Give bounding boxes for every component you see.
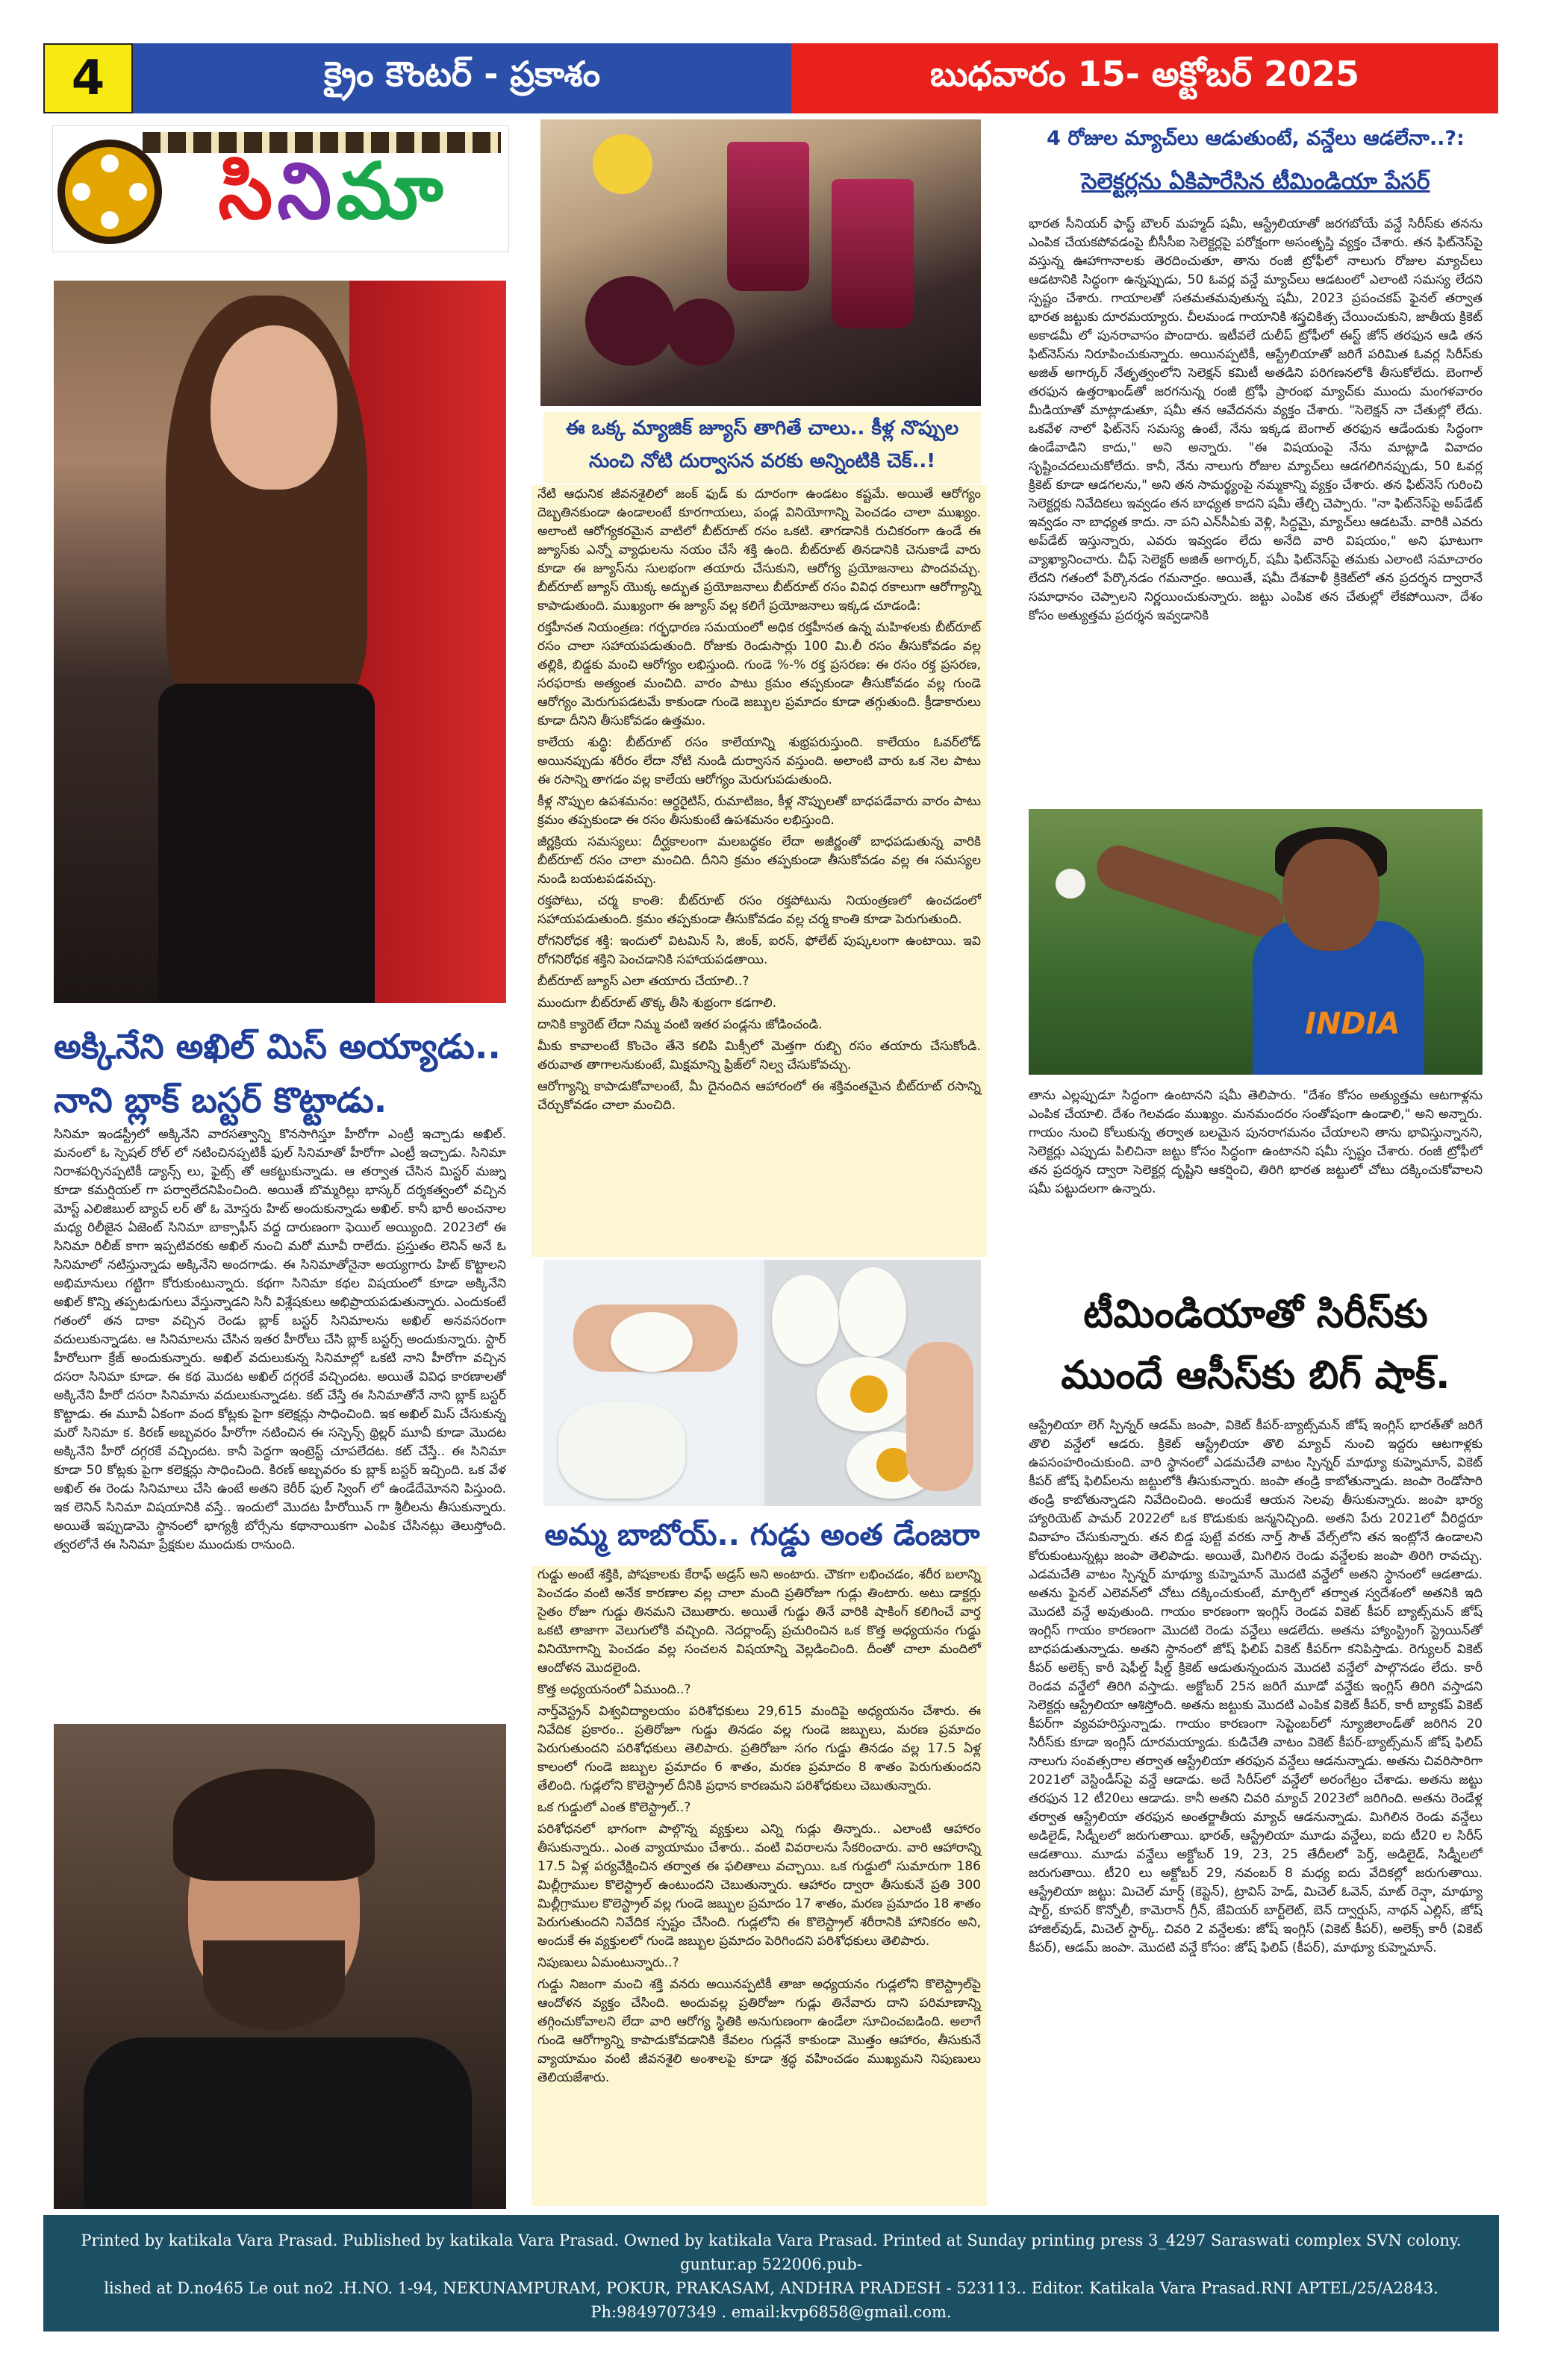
- beetroot-juice-photo: [540, 119, 981, 406]
- akhil-story: సినిమా ఇండస్ట్రీలో అక్కినేని వారసత్వాన్ని కొనసాగిస్తూ హీరోగా ఎంట్రీ ఇచ్చాడు అఖిల్. మనంలో ఓ స్పెషల్ రోల్ లో నటించినప్పటికీ ఫుల్ సినిమాతో హీరోగా ఎంట్రీ ఇచ్చాడు. సినిమా నిరాశపర్చినప్పటికీ డ్యాన్స్ లు, ఫైట్స్ తో ఆకట్టుకున్నాడు. ఆ తర్వాత చేసిన మిస్టర్ మజ్ను కూడా కమర్షియల్ గా పర్వాలేదనిపించింది. అయితే బొమ్మరిల్లు భాస్కర్ దర్శకత్వంలో వచ్చిన మోస్ట్ ఎలిజిబుల్ బ్యాచ్ లర్ తో ఓ మోస్తరు హిట్ అందుకున్నాడు అఖిల్. కానీ భారీ అంచనాల మధ్య రిలీజైన ఏజెంట్ సినిమా బాక్సాఫీస్ వద్ద దారుణంగా ఫెయిల్ అయ్యింది. 2023లో ఈ సినిమా రిలీజ్ కాగా ఇప్పటివరకు అఖిల్ నుంచి మరో మూవీ రాలేదు. ప్రస్తుతం లెనిన్ అనే ఓ సినిమాలో నటిస్తున్నాడు అక్కినేని అందగాడు. ఈ సినిమాతోనైనా అయ్యగారు హిట్ కొట్టాలని అభిమానులు గట్టిగా కోరుకుంటున్నారు. కథగా సినిమా కథల విషయంలో కూడా అక్కినేని అఖిల్ కొన్ని తప్పటడుగులు వేస్తున్నాడని సినీ విశ్లేషకులు అభిప్రాయపడుతున్నారు. ఎందుకంటే గతంలో తన దాకా వచ్చిన రెండు బ్లాక్ బస్టర్ సినిమాలను అఖిల్ అనవసరంగా వదులుకున్నాడట. ఆ సినిమాలను చేసిన ఇతర హీరోలు చేసి బ్లాక్ బస్టర్స్ అందుకున్నారు. స్టార్ హీరోలుగా క్రేజ్ అందుకున్నారు. అఖిల్ వదులుకున్న సినిమాల్లో ఒకటి నాని హీరోగా వచ్చిన దసరా సినిమా కూడా. ఈ కథ మొదట అఖిల్ దగ్గరకే వచ్చిందట. అయితే వివిధ కారణాలతో అక్కినేని హీరో దసరా సినిమాను వదులుకున్నాడట. కట్ చేస్తే ఈ సినిమాతోనే నాని బ్లాక్ బస్టర్ కొట్టాడు. ఈ మూవీ ఏకంగా వంద కోట్లకు పైగా కలెక్షన్లు సాధించింది. ఇక అఖిల్ మిస్ చేసుకున్న మరో సినిమా క. కిరణ్ అబ్బవరం హీరోగా నటించిన ఈ సస్పెన్స్ థ్రిల్లర్ మూవీ కూడా మొదట అక్కినేని హీరో దగ్గరకే వచ్చిందట. కానీ పెద్దగా ఇంట్రెస్ట్ చూపలేదట. కట్ చేస్తే.. ఈ సినిమా కూడా 50 కోట్లకు పైగా కలెక్షన్లు సాధించింది. కిరణ్ అబ్బవరం కు బ్లాక్ బస్టర్ ఇచ్చింది. ఒక వేళ అఖిల్ ఈ రెండు సినిమాలు చేసి ఉంటే అతని కెరీర్ ఫుల్ స్వింగ్ లో ఉండేదేమోనని పిస్తుంది. ఇక లెనిన్ సినిమా విషయానికి వస్తే.. ఇందులో మొదట హీరోయిన్ గా శ్రీలీలను తీసుకున్నారు. అయితే ఇప్పుడామె స్థానంలో భాగ్యశ్రీ బోర్సేను కథానాయికగా ఎంపిక చేసినట్లు తెలుస్తోంది. త్వరలోనే ఈ సినిమా ప్రేక్షకుల ముందుకు రానుంది.: [54, 1127, 506, 1552]
- shami-story-continued: తాను ఎల్లప్పుడూ సిద్ధంగా ఉంటానని షమీ తెలిపారు. "దేశం కోసం అత్యుత్తమ ఆటగాళ్లను ఎంపిక చేయాలి. దేశం గెలవడం ముఖ్యం. మనమందరం సంతోషంగా ఉండాలి," అని అన్నారు. గాయం నుంచి కోలుకున్న తర్వాత బలమైన పునరాగమనం చేయాలని తాను భావిస్తున్నానని, సెలెక్టర్లు ఎప్పుడు పిలిచినా జట్టు కోసం సిద్ధంగా ఉంటానని షమీ స్పష్టం చేశారు. రంజీ ట్రోఫీలో తన ప్రదర్శన ద్వారా సెలెక్టర్ల దృష్టిని ఆకర్షించి, తిరిగి భారత జట్టులో చోటు దక్కించుకోవాలని షమీ పట్టుదలగా ఉన్నారు.: [1029, 1088, 1483, 1196]
- juice-paragraph: రక్తపోటు, చర్మ కాంతి: బీట్‌రూట్ రసం రక్తపోటును నియంత్రణలో ఉంచడంలో సహాయపడుతుంది. క్రమం తప్పకుండా తీసుకోవడం వల్ల చర్మ కాంతి కూడా పెరుగుతుంది.: [537, 893, 981, 927]
- egg-headline: అమ్మ బాబోయ్.. గుడ్డు అంత డేంజరా: [544, 1518, 980, 1552]
- page-number: 4: [43, 43, 133, 113]
- cinema-section-logo: [52, 125, 509, 252]
- juice-paragraph: దానికి క్యారెట్ లేదా నిమ్మ వంటి ఇతర పండ్లను జోడించండి.: [537, 1017, 823, 1032]
- akhil-headline: అక్కినేని అఖిల్ మిస్ అయ్యాడు.. నాని బ్లాక్ బస్టర్ కొట్టాడు.: [54, 1026, 501, 1120]
- juice-paragraph: రక్తహీనత నియంత్రణ: గర్భధారణ సమయంలో అధిక రక్తహీనత ఉన్న మహిళలకు బీట్‌రూట్ రసం చాలా సహాయపడుతుంది. రోజుకు రెండుసార్లు 100 మి.లీ రసం తీసుకోవడం వల్ల తల్లికి, బిడ్డకు మంచి ఆరోగ్యం లభిస్తుంది. గుండె %-% రక్త ప్రసరణ: ఈ రసం రక్త ప్రసరణ, సరఫరాకు అత్యంత మంచిది. వారం పాటు క్రమం తప్పకుండా తీసుకోవడం వల్ల గుండె ఆరోగ్యం మెరుగుపడటమే కాకుండా గుండె జబ్బుల ప్రమాదం కూడా తగ్గుతుంది. క్రీడాకారులు కూడా దీనిని తీసుకోవడం ఉత్తమం.: [537, 620, 981, 728]
- egg-subheading: ఒక గుడ్డులో ఎంత కొలెస్ట్రాల్..?: [537, 1800, 691, 1815]
- shami-headline: 4 రోజుల మ్యాచ్‌లు ఆడుతుంటే, వన్డేలు ఆడలేనా..?:: [1047, 127, 1465, 150]
- juice-subheading: బీట్‌రూట్ జ్యూస్ ఎలా తయారు చేయాలి..?: [537, 974, 749, 989]
- cricketer-photo: [1029, 809, 1483, 1075]
- cinema-logo-text: సి ని మా: [218, 146, 448, 237]
- actor-photo: [54, 1724, 506, 2209]
- paper-title: క్రైం కౌంటర్ - ప్రకాశం: [133, 43, 791, 113]
- shami-story: భారత సీనియర్ ఫాస్ట్ బౌలర్ మహ్మద్ షమీ, ఆస్ట్రేలియాతో జరగబోయే వన్డే సిరీస్‌కు తనను ఎంపిక చేయకపోవడంపై బీసీసీఐ సెలెక్టర్లపై పరోక్షంగా అసంతృప్తి వ్యక్తం చేశారు. తన ఫిట్‌నెస్‌పై వస్తున్న ఊహాగానాలకు తెరదించుతూ, తాను రంజీ ట్రోఫీలో నాలుగు రోజుల మ్యాచ్‌లు ఆడటానికి సిద్ధంగా ఉన్నప్పుడు, 50 ఓవర్ల వన్డే మ్యాచ్‌లు ఆడటంలో ఎలాంటి సమస్య లేదని స్పష్టం చేశారు. గాయాలతో సతమతమవుతున్న షమీ, 2023 ప్రపంచకప్ ఫైనల్ తర్వాత భారత జట్టుకు దూరమయ్యారు. చీలమండ గాయానికి శస్త్రచికిత్స చేయించుకుని, జాతీయ క్రికెట్ అకాడమీ లో పునరావాసం పొందారు. ఇటీవలే దులీప్ ట్రోఫీలో ఈస్ట్ జోన్ తరఫున ఆడి తన ఫిట్‌నెస్‌ను నిరూపించుకున్నారు. అయినప్పటికీ, ఆస్ట్రేలియాతో జరిగే పరిమిత ఓవర్ల సిరీస్‌కు అజిత్ అగార్కర్ నేతృత్వంలోని సెలెక్షన్ కమిటీ అతడిని పరిగణనలోకి తీసుకోలేదు. బెంగాల్ తరఫున ఉత్తరాఖండ్‌తో జరగనున్న రంజీ ట్రోఫీ ప్రారంభ మ్యాచ్‌కు ముందు మంగళవారం మీడియాతో మాట్లాడుతూ, షమీ తన ఆవేదనను వ్యక్తం చేశారు. "సెలెక్షన్ నా చేతుల్లో లేదు. ఒకవేళ నాలో ఫిట్‌నెస్ సమస్య ఉంటే, నేను ఇక్కడ బెంగాల్ తరఫున ఆడేందుకు సిద్ధంగా ఉండేవాడిని కాదు," అని అన్నారు. "ఈ విషయంపై నేను మాట్లాడి వివాదం సృష్టించదలుచుకోలేదు. కానీ, నేను నాలుగు రోజుల మ్యాచ్‌లు ఆడగలిగినప్పుడు, 50 ఓవర్ల క్రికెట్ కూడా ఆడగలను," అని తన సామర్థ్యంపై నమ్మకాన్ని వ్యక్తం చేశారు. తన ఫిట్‌నెస్ గురించి సెలెక్టర్లకు నివేదికలు ఇవ్వడం తన బాధ్యత కాదని షమీ తేల్చి చెప్పారు. "నా ఫిట్‌నెస్‌పై అప్‌డేట్ ఇవ్వడం నా బాధ్యత కాదు. నా పని ఎన్‌సీఏకు వెళ్లి, సిద్ధమై, మ్యాచ్‌లు ఆడటమే. వారికి ఎవరు అప్‌డేట్ ఇస్తున్నారు, ఎవరు ఇవ్వడం లేదు అనేది వారి విషయం," అని ఘాటుగా వ్యాఖ్యానించారు. చీఫ్ సెలెక్టర్ అజిత్ అగార్కర్, షమీ ఫిట్‌నెస్‌పై తమకు ఎలాంటి సమాచారం లేదని గతంలో పేర్కొనడం గమనార్హం. అయితే, షమీ దేశవాళీ క్రికెట్‌లో తన ప్రదర్శన ద్వారానే సమాధానం చెప్పాలని నిర్ణయించుకున్నారు. జట్టు ఎంపిక తన చేతుల్లో లేకపోయినా, దేశం కోసం అత్యుత్తమ ప్రదర్శన ఇవ్వడానికి: [1029, 216, 1483, 623]
- imprint-line: Printed by katikala Vara Prasad. Published by katikala Vara Prasad. Owned by katikala Vara Prasad. Printed at Sunday printing press 3_4297 Saraswati complex SVN colony. guntur.ap 522006.pub-: [81, 2231, 1462, 2273]
- actress-photo: [54, 281, 506, 1003]
- egg-paragraph: గుడ్డు నిజంగా మంచి శక్తి వనరు అయినప్పటికీ తాజా అధ్యయనం గుడ్లలోని కొలెస్ట్రాల్‌పై ఆందోళన వ్యక్తం చేసింది. అందువల్ల ప్రతిరోజూ గుడ్లు తినేవారు దాని పరిమాణాన్ని తగ్గించుకోవాలని లేదా వారి ఆరోగ్య స్థితికి అనుగుణంగా ఉండేలా సూచించబడింది. అలాగే గుండె ఆరోగ్యాన్ని కాపాడుకోవడానికి కేవలం గుడ్లనే కాకుండా మొత్తం ఆహారం, తీసుకునే వ్యాయామం వంటి జీవనశైలి అంశాలపై కూడా శ్రద్ధ వహించడం ముఖ్యమని నిపుణులు తెలియజేశారు.: [537, 1977, 981, 2085]
- eggs-photo: [543, 1260, 981, 1506]
- imprint-contact: Ph:9849707349 . email:kvp6858@gmail.com.: [590, 2303, 952, 2321]
- egg-subheading: నిపుణులు ఏమంటున్నారు..?: [537, 1955, 679, 1970]
- juice-paragraph: మీకు కావాలంటే కొంచెం తేనె కలిపి మిక్సీలో మెత్తగా రుబ్బి రసం తయారు చేసుకోండి. తరువాత తాగాలనుకుంటే, మిక్షమాన్ని ఫ్రిజ్‌లో నిల్వ చేసుకోవచ్చు.: [537, 1039, 981, 1072]
- juice-paragraph: రోగనిరోధక శక్తి: ఇందులో విటమిన్ సి, జింక్, ఐరన్, ఫోలేట్ పుష్కలంగా ఉంటాయి. ఇవి రోగనిరోధక శక్తిని పెంచడానికి సహాయపడతాయి.: [537, 934, 981, 967]
- series-story: ఆస్ట్రేలియా లెగ్ స్పిన్నర్ ఆడమ్ జంపా, వికెట్ కీపర్-బ్యాట్స్‌మన్ జోష్ ఇంగ్లిస్ భారత్‌తో జరిగే తొలి వన్డేలో ఆడరు. క్రికెట్ ఆస్ట్రేలియా తొలి మ్యాచ్ నుంచి ఇద్దరు ఆటగాళ్లకు ఉపసంహరించుకుంది. వారి స్థానంలో ఎడమచేతి వాటం స్పిన్నర్ మాథ్యూ కుహ్నెమాన్, వికెట్ కీపర్ జోష్ ఫిలిప్‌లను జట్టులోకి తీసుకున్నారు. జంపా తండ్రి కాబోతున్నాడు. జంపా రెండోసారి తండ్రి కాబోతున్నాడని నివేదించింది. అందుకే ఆయన సెలవు తీసుకున్నారు. జంపా భార్య హ్యారియెట్ పామర్ 2022లో ఒక కొడుకుకు జన్మనిచ్చింది. అతని పేరు 2021లో వీరిద్దరూ వివాహం చేసుకున్నారు. తన బిడ్డ పుట్టే వరకు నార్త్ సౌత్ వేల్స్‌లోని తన ఇంట్లోనే ఉండాలని కోరుకుంటున్నట్లు జంపా తెలిపాడు. అయితే, మిగిలిన రెండు వన్డేలకు జంపా తిరిగి రావచ్చు. ఎడమచేతి వాటం స్పిన్నర్ మాథ్యూ కుహ్నెమాన్ మొదటి వన్డేలో అతని స్థానంలో ఆడతాడు. అతను ఫైనల్ ఎలెవన్‌లో చోటు దక్కించుకుంటే, మార్చిలో తర్వాత స్వదేశంలో అతనికి ఇది మొదటి వన్డే అవుతుంది. గాయం కారణంగా ఇంగ్లిస్ రెండవ వికెట్ కీపర్ బ్యాట్స్‌మన్ జోష్ ఇంగ్లిస్ గాయం కారణంగా మొదటి రెండు వన్డేలు ఆడలేదు. అతను హ్యాంస్ట్రింగ్ స్ట్రెయిన్‌తో బాధపడుతున్నాడు. అతని స్థానంలో జోష్ ఫిలిప్ వికెట్ కీపర్‌గా కనిపిస్తాడు. రెగ్యులర్ వికెట్ కీపర్ అలెక్స్ కారీ షెఫీల్డ్ షీల్డ్ క్రికెట్ ఆడుతున్నందున మొదటి వన్డేలో పాల్గొనడం లేదు. కారీ రెండవ వన్డేలో తిరిగి వస్తాడు. అక్టోబర్ 25న జరిగే మూడో వన్డేకు ఇంగ్లిస్ తిరిగి వస్తాడని సెలెక్టర్లు ఆస్ట్రేలియా ఆశిస్తోంది. అతను జట్టుకు మొదటి ఎంపిక వికెట్ కీపర్, కారీ బ్యాకప్ వికెట్ కీపర్‌గా వ్యవహరిస్తున్నాడు. గాయం కారణంగా సెప్టెంబర్‌లో న్యూజిలాండ్‌తో జరిగిన 20 సిరీస్‌కు కూడా ఇంగ్లిస్ దూరమయ్యాడు. కుడిచేతి వాటం వికెట్ కీపర్-బ్యాట్స్‌మన్ జోష్ ఫిలిప్ నాలుగు సంవత్సరాల తర్వాత ఆస్ట్రేలియా తరఫున వన్డేలు ఆడనున్నాడు. అతను చివరిసారిగా 2021లో వెస్టిండీస్‌పై వన్డే ఆడాడు. అదే సిరీస్‌లో వన్డేలో అరంగేట్రం చేశాడు. అతను జట్టు తరఫున 12 టీ20లు ఆడాడు. కానీ అతని చివరి మ్యాచ్ 2023లో జరిగింది. అతను రెండేళ్ల తర్వాత ఆస్ట్రేలియా తరఫున అంతర్జాతీయ మ్యాచ్ ఆడనున్నాడు. మిగిలిన రెండు వన్డేలు అడిలైడ్, సిడ్నీలలో జరుగుతాయి. భారత్, ఆస్ట్రేలియా మూడు వన్డేలు, ఐదు టీ20 ల సిరీస్ ఆడతాయి. మూడు వన్డేలు అక్టోబర్ 19, 23, 25 తేదీలలో పెర్త్, అడిలైడ్, సిడ్నీలలో జరుగుతాయి. టీ20 లు అక్టోబర్ 29, నవంబర్ 8 మధ్య ఐదు వేదికల్లో జరుగుతాయి. ఆస్ట్రేలియా జట్టు: మిచెల్ మార్ష్ (కెప్టెన్), ట్రావిస్ హెడ్, మిచెల్ ఓవెన్, మాట్ రెన్షా, మాథ్యూ షార్ట్, కూపర్ కొన్నోలీ, కామెరాన్ గ్రీన్, జేవియర్ బార్ట్‌లెట్, బెన్ ద్వార్షుస్, నాథన్ ఎల్లిస్, జోష్ హాజిల్‌వుడ్, మిచెల్ స్టార్క్. చివరి 2 వన్డేలకు: జోష్ ఇంగ్లిస్ (వికెట్ కీపర్), అలెక్స్ కారీ (వికెట్ కీపర్), ఆడమ్ జంపా. మొదటి వన్డే కోసం: జోష్ ఫిలిప్ (కీపర్), మాథ్యూ కుహ్నెమాన్.: [1029, 1418, 1483, 1955]
- juice-paragraph: కాలేయ శుద్ధి: బీట్‌రూట్ రసం కాలేయాన్ని శుభ్రపరుస్తుంది. కాలేయం ఓవర్‌లోడ్ అయినప్పుడు శరీరం లేదా నోటి నుండి దుర్వాసన వస్తుంది. అలాంటి వారు ఒక నెల పాటు ఈ రసాన్ని తాగడం వల్ల కాలేయ ఆరోగ్యం మెరుగుపడుతుంది.: [537, 735, 981, 787]
- juice-paragraph: ఆరోగ్యాన్ని కాపాడుకోవాలంటే, మీ దైనందిన ఆహారంలో ఈ శక్తివంతమైన బీట్‌రూట్ రసాన్ని చేర్చుకోవడం చాలా మంచిది.: [537, 1079, 981, 1113]
- egg-story: [532, 1566, 987, 2206]
- juice-story: [532, 485, 987, 1257]
- egg-paragraph: గుడ్డు అంటే శక్తికి, పోషకాలకు కేరాఫ్ అడ్రస్ అని అంటారు. చౌకగా లభించడం, శరీర బలాన్ని పెంచడం వంటి అనేక కారణాల వల్ల చాలా మంది ప్రతిరోజూ గుడ్లు తింటారు. అటు డాక్టర్లు సైతం రోజూ గుడ్డు తినమని చెబుతారు. అయితే గుడ్డు తినే వారికి షాకింగ్ కలిగించే వార్త ఒకటి తాజాగా వెలుగులోకి వచ్చింది. నెదర్లాండ్స్ ప్రచురించిన ఒక కొత్త అధ్యయనం గుడ్డు వినియోగాన్ని పెంచడం వల్ల సంచలన విషయాన్ని వెల్లడించింది. దీంతో చాలా మందిలో ఆందోళన మొదలైంది.: [537, 1567, 981, 1675]
- juice-paragraph: ముందుగా బీట్‌రూట్ తొక్క తీసి శుభ్రంగా కడగాలి.: [537, 996, 777, 1011]
- juice-paragraph: జీర్ణక్రియ సమస్యలు: దీర్ఘకాలంగా మలబద్ధకం లేదా అజీర్ణంతో బాధపడుతున్న వారికి బీట్‌రూట్ రసం చాలా మంచిది. దీనిని క్రమం తప్పకుండా తీసుకోవడం వల్ల ఈ సమస్యల నుండి బయటపడవచ్చు.: [537, 834, 981, 887]
- egg-paragraph: పరిశోధనలో భాగంగా పాల్గొన్న వ్యక్తులు ఎన్ని గుడ్లు తిన్నారు.. ఎలాంటి ఆహారం తీసుకున్నారు.. ఎంత వ్యాయామం చేశారు.. వంటి వివరాలను సేకరించారు. వారి ఆహారాన్ని 17.5 ఏళ్ల పర్యవేక్షించిన తర్వాత ఈ ఫలితాలు వచ్చాయి. ఒక గుడ్డులో సుమారుగా 186 మిల్లీగ్రాముల కొలెస్ట్రాల్ ఉంటుందని చెబుతున్నారు. ఆహారం ద్వారా తీసుకునే ప్రతి 300 మిల్లీగ్రాముల కొలెస్ట్రాల్ వల్ల గుండె జబ్బుల ప్రమాదం 17 శాతం, మరణ ప్రమాదం 18 శాతం పెరుగుతుందని నివేదిక స్పష్టం చేసింది. గుడ్లలోని ఈ కొలెస్ట్రాల్ శరీరానికి హానికరం అని, అందుకే ఈ వ్యక్తులలో గుండె జబ్బుల ప్రమాదం పెరిగిందని పరిశోధకులు తెలిపారు.: [537, 1822, 981, 1949]
- issue-date: బుధవారం 15- అక్టోబర్ 2025: [791, 43, 1498, 113]
- film-reel-icon: [57, 140, 162, 244]
- imprint-footer: [43, 2215, 1499, 2331]
- cricket-ball-icon: [1056, 869, 1085, 899]
- juice-paragraph: నేటి ఆధునిక జీవనశైలిలో జంక్ ఫుడ్ కు దూరంగా ఉండటం కష్టమే. అయితే ఆరోగ్యం దెబ్బతినకుండా ఉండాలంటే కూరగాయలు, పండ్ల వినియోగాన్ని పెంచడం చాలా ముఖ్యం. అలాంటి ఆరోగ్యకరమైన వాటిలో బీట్‌రూట్ రసం ఒకటి. తాగడానికి రుచికరంగా ఉండే ఈ జ్యూస్‌కు ఎన్నో వ్యాధులను నయం చేసే శక్తి ఉంది. బీట్‌రూట్ తినడానికి చెనుకాడే వారు కూడా ఈ జ్యూస్‌ను సులభంగా తయారు చేసుకుని, ఆరోగ్య ప్రయోజనాలు పొందవచ్చు. బీట్‌రూట్ జ్యూస్ యొక్క అద్భుత ప్రయోజనాలు బీట్‌రూట్ రసం వివిధ రకాలుగా ఆరోగ్యాన్ని కాపాడుతుంది. ముఖ్యంగా ఈ జ్యూస్ వల్ల కలిగే ప్రయోజనాలు ఇక్కడ చూడండి:: [537, 487, 981, 613]
- egg-subheading: కొత్త అధ్యయనంలో ఏముంది..?: [537, 1682, 691, 1697]
- jersey-text: INDIA: [1305, 1007, 1400, 1041]
- egg-paragraph: నార్త్‌వెస్ట్రన్ విశ్వవిద్యాలయం పరిశోధకులు 29,615 మందిపై అధ్యయనం చేశారు. ఈ నివేదిక ప్రకారం.. ప్రతిరోజూ గుడ్డు తినడం వల్ల గుండె జబ్బులు, మరణ ప్రమాదం పెరుగుతుందని పరిశోధకులు తెలిపారు. ప్రతిరోజూ సగం గుడ్డు తినడం వల్ల 17.5 ఏళ్ల కాలంలో గుండె జబ్బుల ప్రమాదం 6 శాతం, మరణ ప్రమాదం 8 శాతం పెరుగుతుందని తేలింది. గుడ్లలోని కొలెస్ట్రాల్ దీనికి ప్రధాన కారణమని పరిశోధకులు చెబుతున్నారు.: [537, 1704, 981, 1793]
- juice-paragraph: కీళ్ల నొప్పుల ఉపశమనం: ఆర్థరైటిస్, రుమాటిజం, కీళ్ల నొప్పులతో బాధపడేవారు వారం పాటు క్రమం తప్పకుండా ఈ రసం తీసుకుంటే ఉపశమనం లభిస్తుంది.: [537, 794, 981, 828]
- series-headline: టీమిండియాతో సిరీస్‌కు ముందే ఆసీస్‌కు బిగ్ షాక్.: [1061, 1292, 1450, 1398]
- shami-subheadline: సెలెక్టర్లను ఏకిపారేసిన టీమిండియా పేసర్: [1081, 169, 1430, 195]
- imprint-line: lished at D.no465 Le out no2 .H.NO. 1-94, NEKUNAMPURAM, POKUR, PRAKASAM, ANDHRA PRADESH - 523113.. Editor. Katikala Vara Prasad.RNI APTEL/25/A2843.: [104, 2279, 1438, 2297]
- juice-headline: ఈ ఒక్క మ్యాజిక్ జ్యూస్ తాగితే చాలు.. కీళ్ల నొప్పుల నుంచి నోటి దుర్వాసన వరకు అన్నింటికి చెక్..!: [543, 412, 981, 484]
